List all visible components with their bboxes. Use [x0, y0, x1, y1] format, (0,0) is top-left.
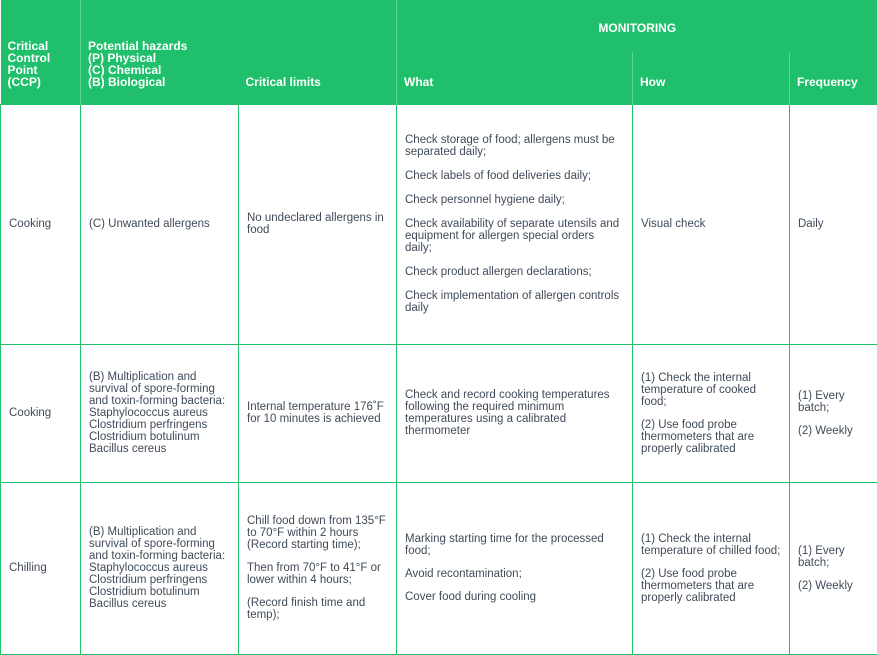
frequency-cell [790, 482, 877, 654]
how-item: (2) Use food probe thermometers that are properly calibrated [641, 418, 755, 455]
limit-text: Then from 70°F to 41°F or lower within 4 hours; [247, 562, 381, 586]
how-cell [633, 344, 790, 482]
limits-cell [239, 104, 397, 344]
how-cell [633, 482, 790, 654]
what-item: Check storage of food; allergens must be separated daily; [405, 134, 615, 158]
how-item: (1) Check the internal temperature of cooked food; [641, 371, 757, 408]
header-ccp-line: Point [7, 62, 38, 77]
what-item: Marking starting time for the processed food; [405, 533, 604, 557]
hazard-text: Staphylococcus aureus [89, 407, 208, 419]
limit-text: Internal temperature 176˚F for 10 minutes is achieved [247, 401, 384, 425]
frequency-item: (2) Weekly [798, 579, 853, 592]
ccp-cell: Chilling [1, 482, 81, 654]
header-hazards-line: (C) Chemical [88, 62, 162, 77]
header-frequency: Frequency [790, 52, 877, 104]
hazard-text: Clostridium botulinum [89, 586, 200, 598]
hazards-cell [81, 344, 239, 482]
header-hazards [81, 0, 239, 104]
what-cell [397, 104, 633, 344]
table-row [1, 344, 877, 482]
what-item: Avoid recontamination; [405, 568, 522, 580]
hazard-text: Bacillus cereus [89, 598, 167, 610]
header-ccp [1, 0, 81, 104]
what-item: Check availability of separate utensils and equipment for allergen special orders daily; [405, 218, 620, 254]
frequency-item: (1) Every batch; [798, 389, 845, 414]
hazard-text: Clostridium perfringens [89, 419, 208, 431]
what-item: Cover food during cooling [405, 591, 537, 603]
what-item: Check product allergen declarations; [405, 266, 592, 278]
frequency-item: (1) Every batch; [798, 544, 845, 569]
limit-text: No undeclared allergens in food [247, 212, 384, 236]
hazard-text: (C) Unwanted allergens [89, 218, 210, 230]
what-item: Check personnel hygiene daily; [405, 194, 565, 206]
what-cell [397, 482, 633, 654]
how-item: (2) Use food probe thermometers that are properly calibrated [641, 567, 755, 604]
header-ccp-line: (CCP) [7, 74, 41, 89]
how-item: Visual check [641, 218, 706, 230]
header-hazards-line: (P) Physical [88, 50, 157, 65]
hazard-text: Bacillus cereus [89, 443, 167, 455]
frequency-item: (2) Weekly [798, 424, 853, 437]
header-monitoring: MONITORING [397, 0, 877, 52]
header-critical-limits: Critical limits [239, 0, 397, 104]
header-how: How [633, 52, 790, 104]
how-cell [633, 104, 790, 344]
hazard-text: Clostridium perfringens [89, 574, 208, 586]
ccp-cell: Cooking [1, 104, 81, 344]
limits-cell [239, 482, 397, 654]
table-row [1, 482, 877, 654]
hazard-text: Clostridium botulinum [89, 431, 200, 443]
limit-text: Chill food down from 135°F to 70°F within 2 hours (Record starting time); [247, 515, 386, 551]
header-ccp-line: Critical [7, 38, 49, 53]
hazards-cell [81, 482, 239, 654]
header-ccp-line: Control [7, 50, 51, 65]
limit-text: (Record finish time and temp); [247, 597, 366, 621]
table-row [1, 104, 877, 344]
header-hazards-line: Potential hazards [88, 38, 188, 53]
frequency-cell [790, 344, 877, 482]
how-item: (1) Check the internal temperature of chilled food; [641, 532, 781, 557]
hazard-text: Staphylococcus aureus [89, 562, 208, 574]
what-item: Check and record cooking temperatures following the required minimum temperatures using a calibrated thermometer [405, 389, 610, 437]
limits-cell [239, 344, 397, 482]
ccp-cell: Cooking [1, 344, 81, 482]
hazard-text: (B) Multiplication and survival of spore-forming and toxin-forming bacteria: [89, 526, 226, 562]
header-hazards-line: (B) Biological [88, 74, 166, 89]
hazards-cell [81, 104, 239, 344]
frequency-item: Daily [798, 218, 824, 230]
frequency-cell [790, 104, 877, 344]
what-cell [397, 344, 633, 482]
header-what: What [397, 52, 633, 104]
hazard-text: (B) Multiplication and survival of spore-forming and toxin-forming bacteria: [89, 371, 226, 407]
what-item: Check implementation of allergen controls daily [405, 290, 620, 314]
what-item: Check labels of food deliveries daily; [405, 170, 592, 182]
